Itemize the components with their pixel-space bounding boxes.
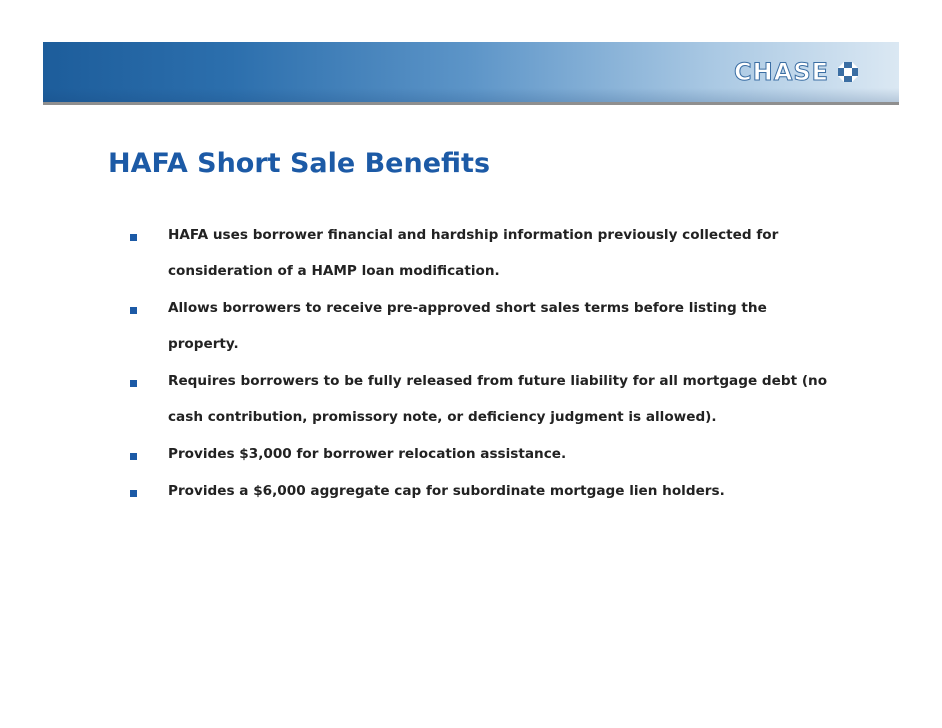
square-bullet-icon (130, 490, 137, 497)
square-bullet-icon (130, 307, 137, 314)
chase-logo (734, 59, 859, 85)
bullet-text: Requires borrowers to be fully released from future liability for all mortgage debt (no cash contribution, promissory note, or deficiency judgment is allowed). (168, 373, 828, 425)
logo-wordmark: CHASE (734, 58, 829, 86)
header-band (43, 42, 899, 105)
list-item (130, 296, 830, 368)
list-item (130, 369, 830, 441)
chase-octagon-icon (837, 61, 859, 83)
square-bullet-icon (130, 234, 137, 241)
page-title: HAFA Short Sale Benefits (108, 148, 491, 179)
benefits-list (130, 223, 830, 516)
bullet-text: Allows borrowers to receive pre-approved short sales terms before listing the property. (168, 300, 767, 352)
square-bullet-icon (130, 453, 137, 460)
square-bullet-icon (130, 380, 137, 387)
bullet-text: Provides $3,000 for borrower relocation assistance. (168, 446, 567, 462)
list-item (130, 479, 830, 515)
bullet-text: HAFA uses borrower financial and hardship information previously collected for consideration of a HAMP loan modification. (168, 227, 779, 279)
bullet-text: Provides a $6,000 aggregate cap for subordinate mortgage lien holders. (168, 483, 725, 499)
list-item (130, 223, 830, 295)
